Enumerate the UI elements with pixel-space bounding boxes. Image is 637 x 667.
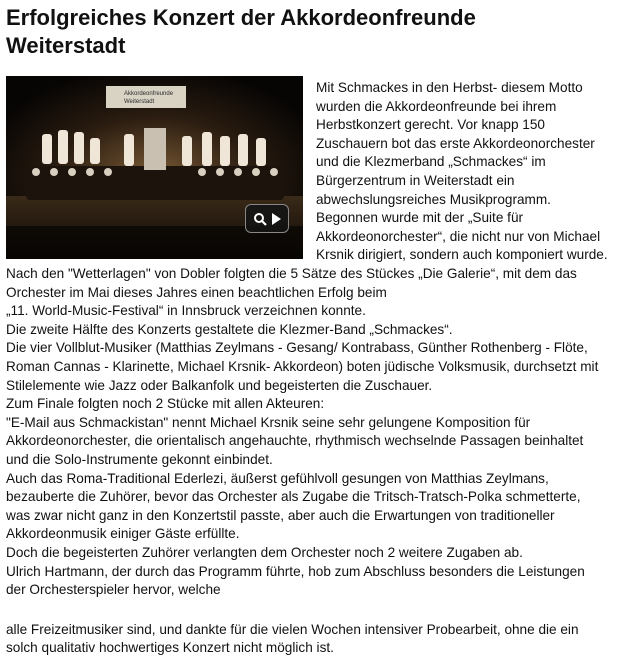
text-line: wurden die Akkordeonfreunde bei ihrem	[316, 98, 557, 114]
title-line: Weiterstadt	[6, 33, 126, 58]
text-line: Ulrich Hartmann, der durch das Programm führte, hob zum Abschluss besonders die Leistungen	[6, 563, 585, 579]
title-line: Erfolgreiches Konzert der Akkordeonfreunde	[6, 5, 476, 30]
paragraph-gap	[6, 600, 634, 621]
text-line: Akkordeonmusik einiger Gäste erfüllte.	[6, 526, 240, 542]
intro-paragraph	[316, 79, 634, 265]
text-line: alle Freizeitmusiker sind, und dankte für die vielen Wochen intensiver Probearbeit, ohne die ein	[6, 621, 579, 637]
text-line: Zum Finale folgten noch 2 Stücke mit allen Akteuren:	[6, 396, 325, 412]
play-icon	[271, 213, 281, 225]
text-line: Begonnen wurde mit der „Suite für	[316, 210, 524, 226]
text-line: abwechslungsreiches Musikprogramm.	[316, 191, 551, 207]
text-line: und die Klezmerband „Schmackes“ im	[316, 154, 546, 170]
text-line: Mit Schmackes in den Herbst- diesem Motto	[316, 80, 583, 95]
article-body	[6, 265, 634, 658]
text-line: Nach den "Wetterlagen" von Dobler folgten die 5 Sätze des Stückes „Die Galerie“, mit dem das	[6, 266, 577, 281]
text-line: Doch die begeisterten Zuhörer verlangten dem Orchester noch 2 weitere Zugaben ab.	[6, 544, 523, 560]
text-line: bezauberte die Zuhörer, bevor das Orchester als Zugabe die Tritsch-Tratsch-Polka schmetterte,	[6, 489, 581, 505]
magnifier-icon	[253, 212, 267, 226]
text-line: Zuschauern bot das erste Akkordeonorchester	[316, 135, 595, 151]
banner-text: Akkordeonfreunde	[124, 91, 174, 97]
text-line: "E-Mail aus Schmackistan" nennt Michael Krsnik seine sehr gelungene Komposition für	[6, 414, 531, 430]
text-line: Bürgerzentrum in Weiterstadt ein	[316, 172, 515, 188]
text-line: der Orchesterspieler hervor, welche	[6, 582, 221, 598]
text-line: „11. World-Music-Festival“ in Innsbruck verzeichnen konnte.	[6, 303, 366, 319]
concert-photo[interactable]	[6, 76, 303, 259]
zoom-play-button[interactable]	[245, 204, 289, 233]
text-line: Roman Cannas - Klarinette, Michael Krsnik- Akkordeon) boten jüdische Volksmusik, durchsetzt mit	[6, 358, 599, 374]
text-line: Stilelemente wie Jazz oder Balkanfolk und begeisterten die Zuschauer.	[6, 377, 433, 393]
article-title	[6, 4, 631, 60]
text-line: Krsnik dirigiert, sondern auch komponiert wurde.	[316, 247, 608, 263]
text-line: Akkordeonorchester“, die nicht nur von Michael	[316, 228, 601, 244]
text-line: Herbstkonzert gerecht. Vor knapp 150	[316, 117, 545, 133]
conductor	[144, 128, 166, 170]
text-line: Orchester im Mai dieses Jahres einen beachtlichen Erfolg beim	[6, 284, 387, 300]
text-line: solch qualitativ hochwertiges Konzert nicht möglich ist.	[6, 640, 334, 656]
banner-text: Weiterstadt	[124, 99, 155, 105]
text-line: Akkordeonorchester, die orientalisch angehauchte, rhythmisch wechselnde Passagen beinhaltet	[6, 433, 584, 449]
text-line: Die vier Vollblut-Musiker (Matthias Zeylmans - Gesang/ Kontrabass, Günther Rothenberg - Flöte,	[6, 340, 588, 356]
text-line: was zwar nicht ganz in den Konzertstil passte, aber auch die Erwartungen von traditioneller	[6, 507, 555, 523]
text-line: und die Solo-Instrumente gekonnt einbindet.	[6, 451, 273, 467]
text-line: Die zweite Hälfte des Konzerts gestaltete die Klezmer-Band „Schmackes“.	[6, 321, 453, 337]
text-line: Auch das Roma-Traditional Ederlezi, äußerst gefühlvoll gesungen von Matthias Zeylmans,	[6, 470, 549, 486]
